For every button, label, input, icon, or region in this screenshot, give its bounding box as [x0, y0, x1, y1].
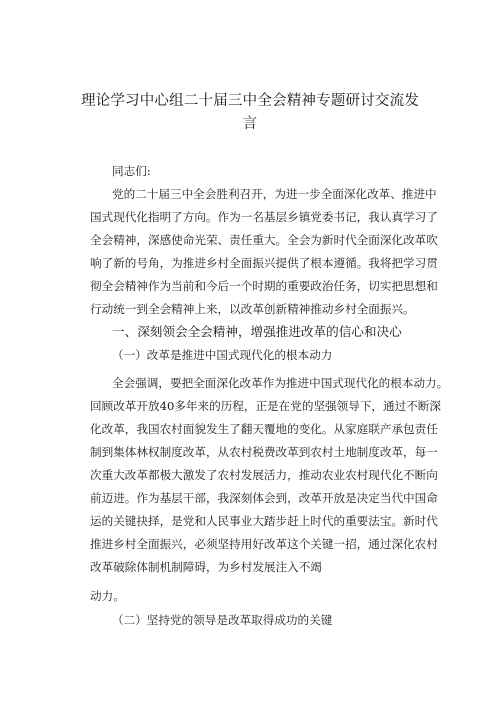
body-line-8: 推进乡村全面振兴，必须坚持用好改革这个关键一招，通过深化农村: [90, 537, 438, 551]
body-line-1: 全会强调，要把全面深化改革作为推进中国式现代化的根本动力。: [112, 376, 449, 390]
salutation: 同志们:: [112, 164, 151, 178]
intro-line-4: 响了新的号角，为推进乡村全面振兴提供了根本遵循。我将把学习贯: [90, 256, 438, 270]
intro-line-6: 行动统一到全会精神上来，以改革创新精神推动乡村全面振兴。: [90, 302, 415, 316]
body-line-3: 化改革，我国农村面貌发生了翻天覆地的变化。从家庭联产承包责任: [90, 422, 438, 436]
body-line-5: 次重大改革都极大激发了农村发展活力，推动农业农村现代化不断向: [90, 468, 438, 482]
body-line-4: 制到集体林权制度改革，从农村税费改革到农村土地制度改革，每一: [90, 445, 438, 459]
body-line-10: 动力。: [90, 589, 125, 603]
body-line-7: 运的关键抉择，是党和人民事业大踏步赶上时代的重要法宝。新时代: [90, 514, 438, 528]
subsection-heading-1: （一）改革是推进中国式现代化的根本动力: [112, 348, 333, 362]
body-line-6: 前迈进。作为基层干部，我深刻体会到，改革开放是决定当代中国命: [90, 491, 438, 505]
intro-line-5: 彻全会精神作为当前和今后一个时期的重要政治任务，切实把思想和: [90, 279, 438, 293]
intro-line-1: 党的二十届三中全会胜利召开，为进一步全面深化改革、推进中: [112, 187, 437, 201]
document-title-line-2: 言: [242, 116, 258, 132]
section-heading-1: 一、深刻领会全会精神，增强推进改革的信心和决心: [112, 324, 402, 339]
subsection-heading-2: （二）坚持党的领导是改革取得成功的关键: [112, 613, 333, 627]
intro-line-3: 全会精神，深感使命光荣、责任重大。全会为新时代全面深化改革吹: [90, 233, 438, 247]
intro-line-2: 国式现代化指明了方向。作为一名基层乡镇党委书记，我认真学习了: [90, 210, 438, 224]
body-line-2: 回顾改革开放40多年来的历程，正是在党的坚强领导下，通过不断深: [90, 399, 441, 413]
document-title-line-1: 理论学习中心组二十届三中全会精神专题研讨交流发: [80, 93, 420, 109]
body-line-9: 改革破除体制机制障碍，为乡村发展注入不竭: [90, 560, 322, 574]
